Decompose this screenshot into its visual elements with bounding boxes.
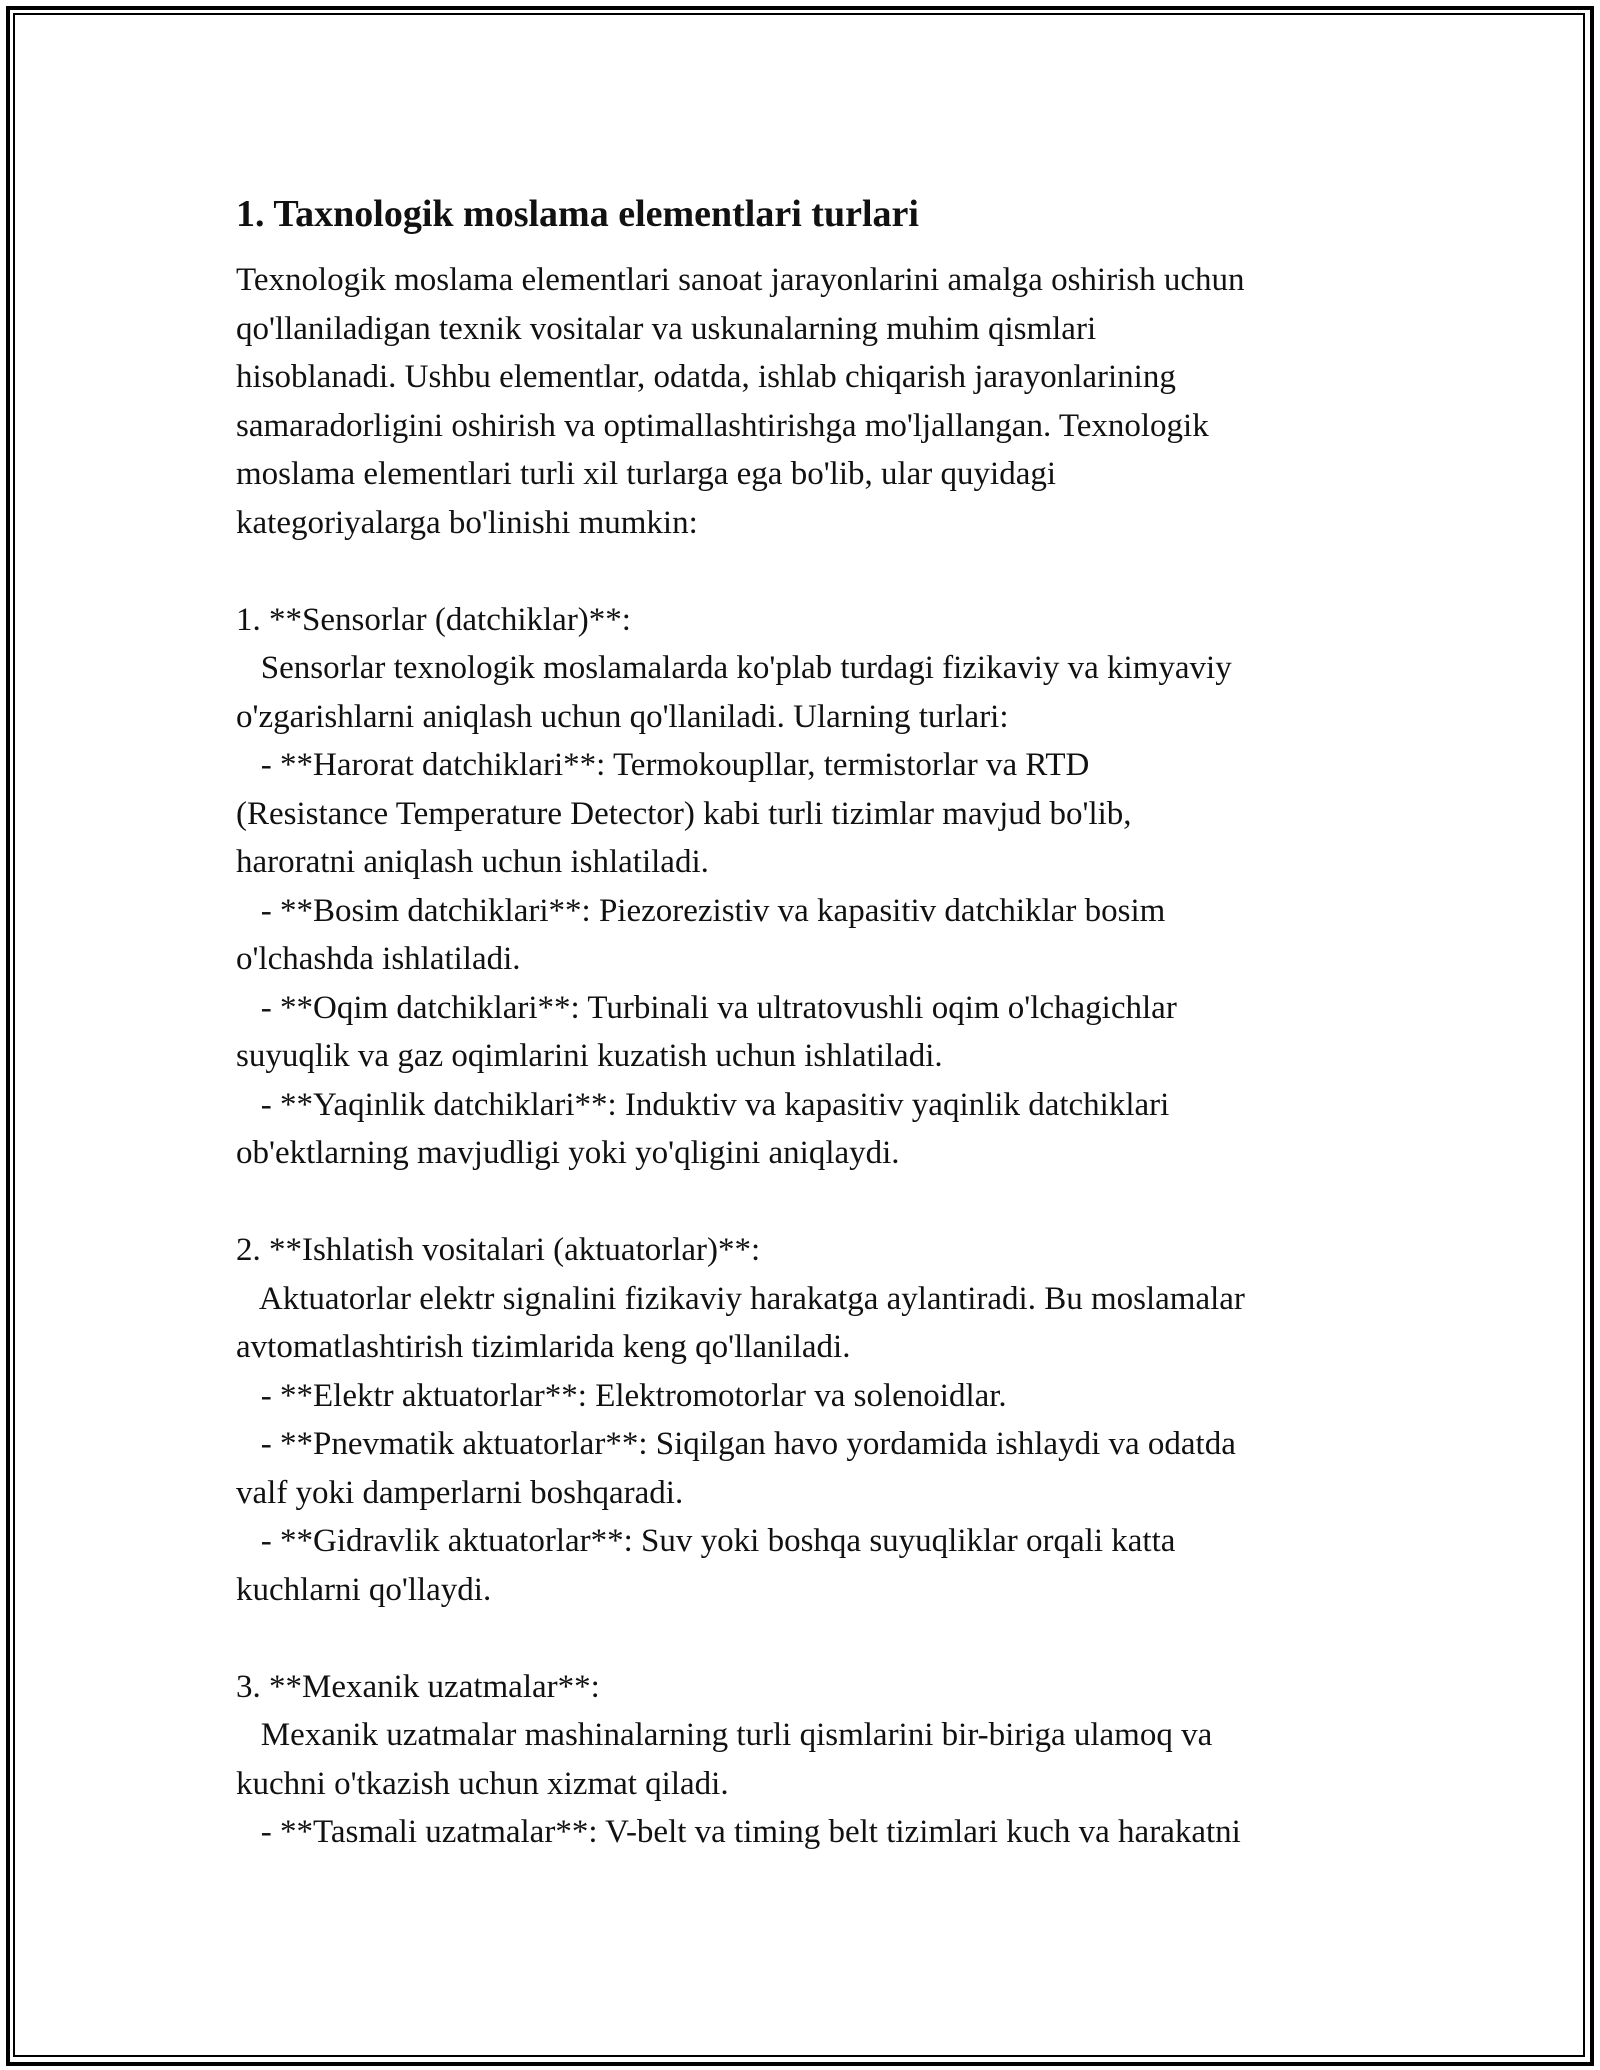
text-line: 3. **Mexanik uzatmalar**:: [236, 1668, 600, 1705]
blank-line: [236, 547, 1376, 596]
text-line: valf yoki damperlarni boshqaradi.: [236, 1474, 684, 1511]
text-line: - **Harorat datchiklari**: Termokoupllar, termistorlar va RTD: [236, 747, 1090, 783]
text-line: kuchni o'tkazish uchun xizmat qiladi.: [236, 1765, 729, 1802]
text-line: kuchlarni qo'llaydi.: [236, 1571, 492, 1608]
text-line: Aktuatorlar elektr signalini fizikaviy harakatga aylantiradi. Bu moslamalar: [236, 1280, 1245, 1317]
text-line: Mexanik uzatmalar mashinalarning turli qismlarini bir-biriga ulamoq va: [236, 1717, 1213, 1753]
text-line: Texnologik moslama elementlari sanoat jarayonlarini amalga oshirish uchun: [236, 262, 1245, 298]
text-line: haroratni aniqlash uchun ishlatiladi.: [236, 844, 709, 880]
text-line: 1. **Sensorlar (datchiklar)**:: [236, 601, 631, 638]
paragraph-lines: [236, 256, 1376, 1857]
text-line: - **Yaqinlik datchiklari**: Induktiv va kapasitiv yaqinlik datchiklari: [236, 1086, 1170, 1123]
document-body: [236, 188, 1376, 1857]
text-line: o'lchashda ishlatiladi.: [236, 941, 521, 977]
text-line: moslama elementlari turli xil turlarga ega bo'lib, ular quyidagi: [236, 456, 1057, 492]
text-line: 2. **Ishlatish vositalari (aktuatorlar)**:: [236, 1232, 761, 1268]
text-line: suyuqlik va gaz oqimlarini kuzatish uchun ishlatiladi.: [236, 1038, 943, 1074]
text-line: - **Oqim datchiklari**: Turbinali va ultratovushli oqim o'lchagichlar: [236, 989, 1177, 1026]
text-line: ob'ektlarning mavjudligi yoki yo'qligini aniqlaydi.: [236, 1135, 900, 1171]
text-line: avtomatlashtirish tizimlarida keng qo'llaniladi.: [236, 1329, 851, 1365]
text-line: kategoriyalarga bo'linishi mumkin:: [236, 504, 698, 541]
blank-line: [236, 1178, 1376, 1227]
text-line: - **Bosim datchiklari**: Piezorezistiv va kapasitiv datchiklar bosim: [236, 892, 1166, 929]
text-line: samaradorligini oshirish va optimallashtirishga mo'ljallangan. Texnologik: [236, 407, 1209, 444]
blank-line: [236, 1614, 1376, 1663]
text-line: o'zgarishlarni aniqlash uchun qo'llaniladi. Ularning turlari:: [236, 698, 1009, 735]
text-line: hisoblanadi. Ushbu elementlar, odatda, ishlab chiqarish jarayonlarining: [236, 359, 1176, 395]
text-line: - **Pnevmatik aktuatorlar**: Siqilgan havo yordamida ishlaydi va odatda: [236, 1426, 1236, 1462]
text-line: qo'llaniladigan texnik vositalar va uskunalarning muhim qismlari: [236, 310, 1097, 347]
page-title: 1. Taxnologik moslama elementlari turlari: [236, 193, 919, 235]
text-line: - **Gidravlik aktuatorlar**: Suv yoki boshqa suyuqliklar orqali katta: [236, 1523, 1176, 1559]
text-line: (Resistance Temperature Detector) kabi turli tizimlar mavjud bo'lib,: [236, 795, 1132, 832]
text-line: Sensorlar texnologik moslamalarda ko'plab turdagi fizikaviy va kimyaviy: [236, 650, 1232, 686]
text-line: - **Elektr aktuatorlar**: Elektromotorlar va solenoidlar.: [236, 1377, 1007, 1414]
text-line: - **Tasmali uzatmalar**: V-belt va timing belt tizimlari kuch va harakatni: [236, 1814, 1241, 1850]
